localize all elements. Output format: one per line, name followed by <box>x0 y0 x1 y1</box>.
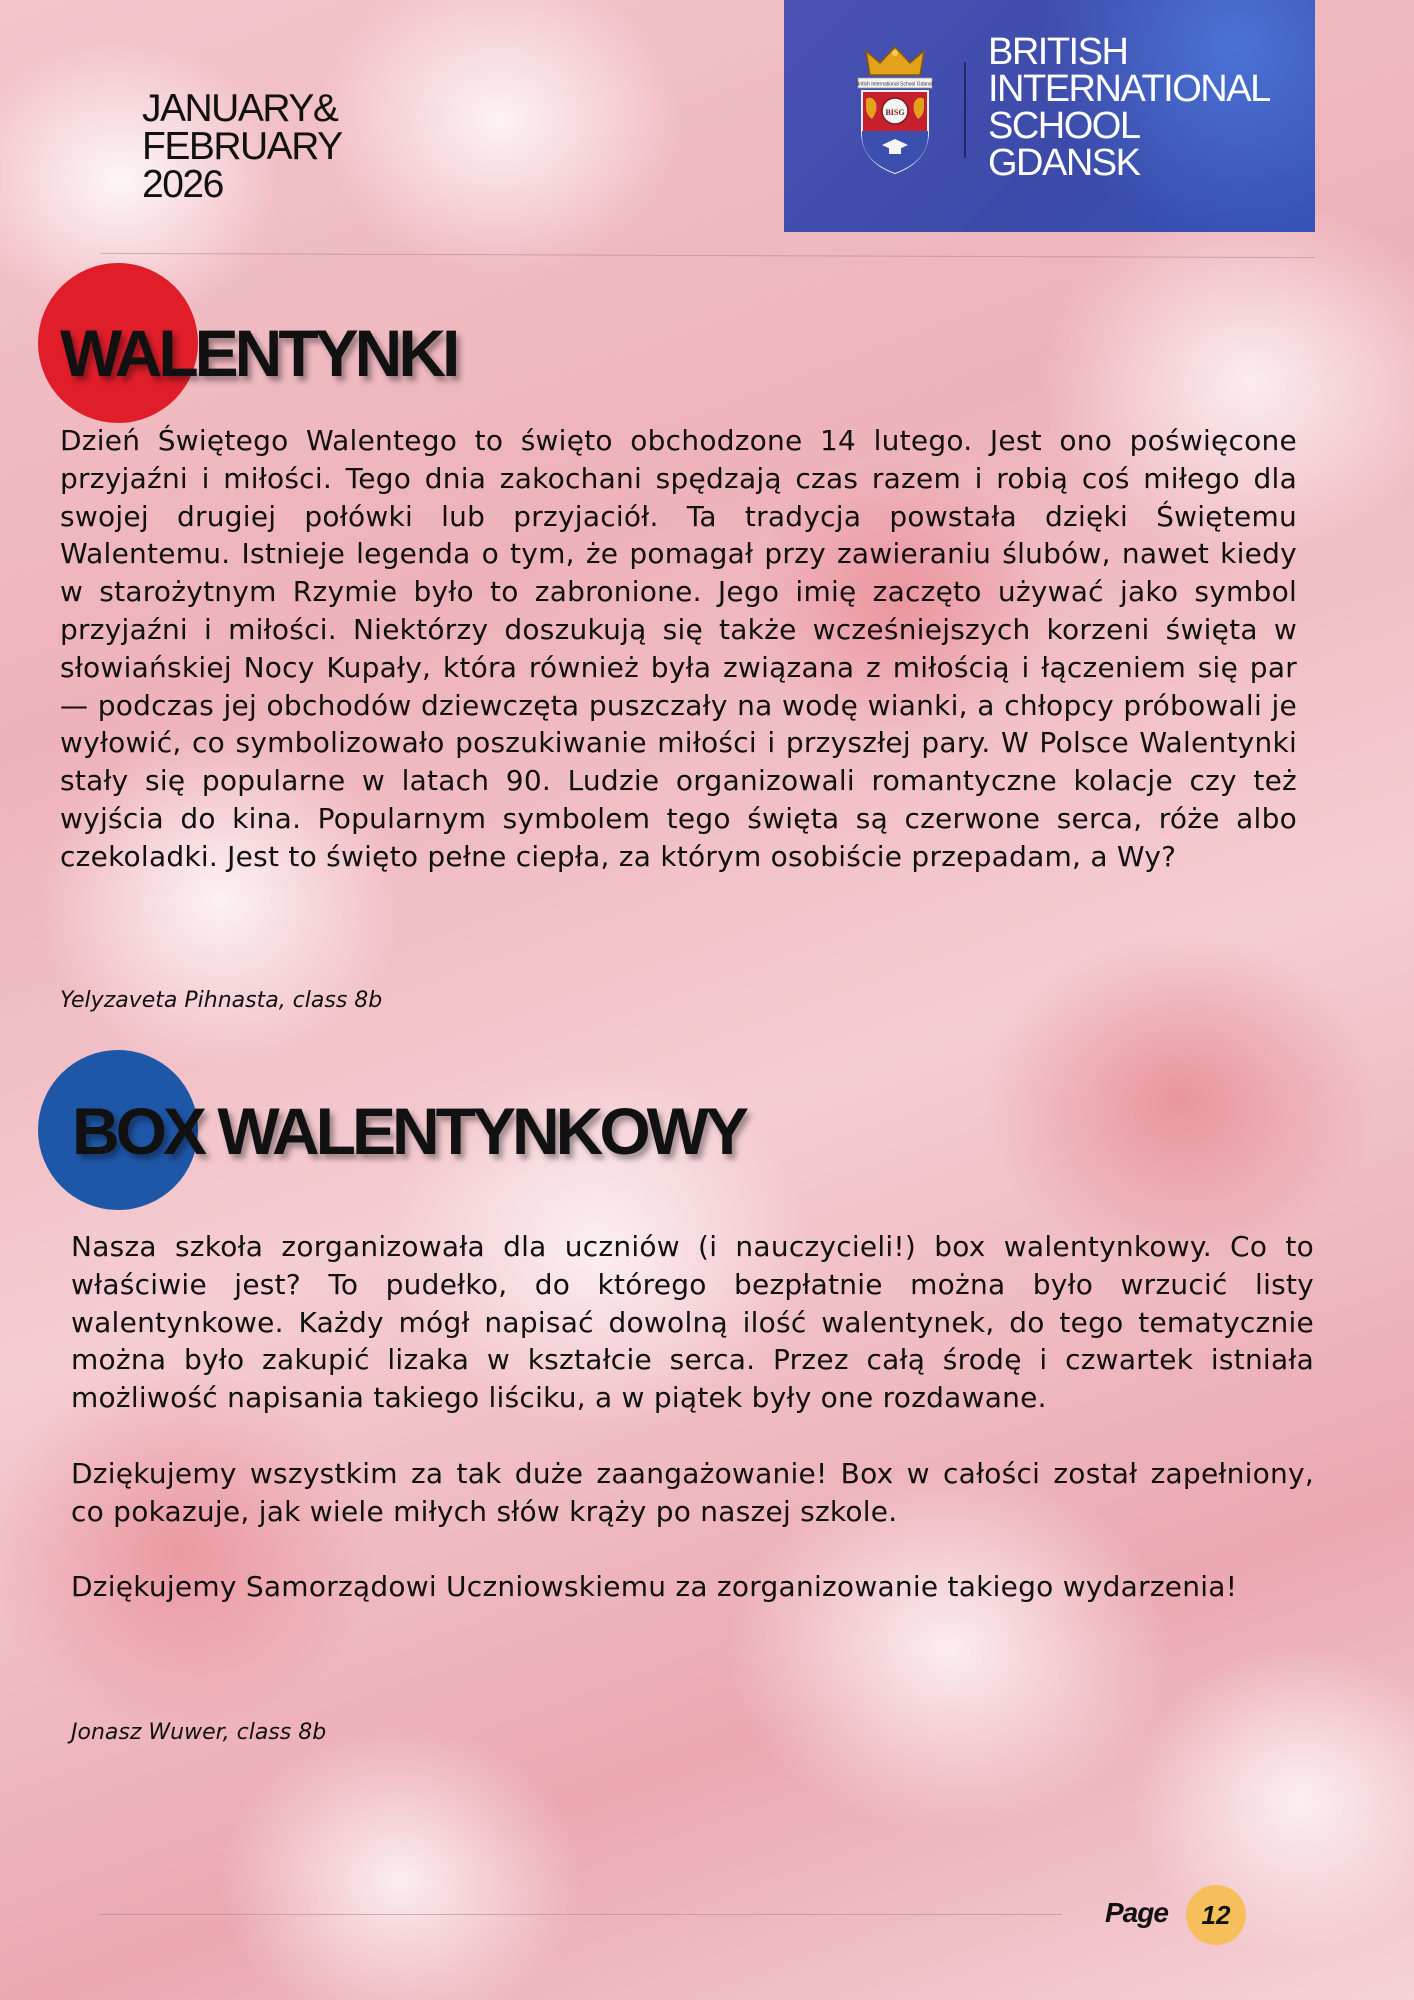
svg-text:BISG: BISG <box>885 108 905 117</box>
header-divider <box>100 253 1315 258</box>
footer-divider <box>100 1914 1062 1915</box>
school-name <box>988 31 1270 184</box>
article-author: Yelyzaveta Pihnasta, class 8b <box>60 988 383 1013</box>
school-crest-icon <box>854 45 936 175</box>
article-paragraph: Nasza szkoła zorganizowała dla uczniów (i nauczycieli!) box walentynkowy. Co to właściwie jest? To pudełko, do którego bezpłatnie można było wrzucić listy walentynkowe. Każdy mógł napisać dowolną ilość walentynek, do tego tematycznie można było zakupić lizaka w kształcie serca. Przez całą środę i czwartek istniała możliwość napisania takiego liściku, a w piątek były one rozdawane. <box>71 1230 1314 1415</box>
school-name-line: SCHOOL <box>988 105 1140 147</box>
school-name-line: GDANSK <box>988 142 1140 184</box>
article-paragraph: Dziękujemy Samorządowi Uczniowskiemu za zorganizowanie takiego wydarzenia! <box>71 1570 1238 1604</box>
school-name-line: INTERNATIONAL <box>988 68 1270 110</box>
page-number-badge: 12 <box>1186 1885 1246 1945</box>
school-logo-banner <box>784 0 1315 232</box>
svg-text:British International School G: British International School Gdansk <box>855 81 935 88</box>
issue-date: JANUARY& FEBRUARY 2026 <box>142 87 342 206</box>
article-body <box>71 1228 1314 1606</box>
article-paragraph: Dzień Świętego Walentego to święto obchodzone 14 lutego. Jest ono poświęcone przyjaźni i miłości. Tego dnia zakochani spędzają czas razem i robią coś miłego dla swojej drugiej połówki lub przyjaciół. Ta tradycja powstała dzięki Świętemu Walentemu. Istnieje legenda o tym, że pomagał przy zawieraniu ślubów, nawet kiedy w starożytnym Rzymie było to zabronione. Jego imię zaczęto używać jako symbol przyjaźni i miłości. Niektórzy doszukują się także wcześniejszych korzeni święta w słowiańskiej Nocy Kupały, która również była związana z miłością i łączeniem się par — podczas jej obchodów dziewczęta puszczały na wodę wianki, a chłopcy próbowali je wyłowić, co symbolizowało poszukiwanie miłości i przyszłej pary. W Polsce Walentynki stały się popularne w latach 90. Ludzie organizowali romantyczne kolacje czy też wyjścia do kina. Popularnym symbolem tego święta są czerwone serca, róże albo czekoladki. Jest to święto pełne ciepła, za którym osobiście przepadam, a Wy? <box>60 424 1297 873</box>
article-body <box>60 422 1297 876</box>
page-label: Page <box>1105 1897 1168 1928</box>
section-title: BOX WALENTYNKOWY <box>72 1094 745 1168</box>
article-author: Jonasz Wuwer, class 8b <box>71 1720 327 1745</box>
section-title: WALENTYNKI <box>60 316 457 390</box>
school-name-line: BRITISH <box>988 31 1128 73</box>
article-paragraph: Dziękujemy wszystkim za tak duże zaangażowanie! Box w całości został zapełniony, co pokazuje, jak wiele miłych słów krąży po naszej szkole. <box>71 1456 1314 1528</box>
logo-divider <box>964 62 966 158</box>
